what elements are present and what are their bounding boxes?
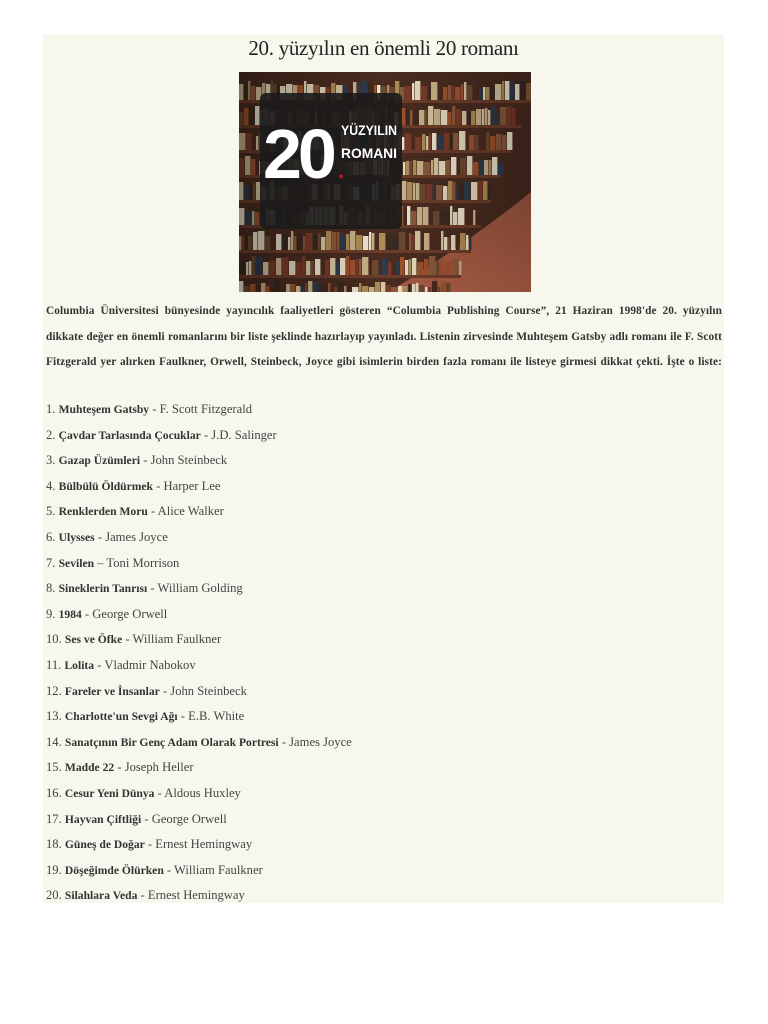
list-item xyxy=(46,499,722,525)
item-separator: - xyxy=(278,734,290,749)
book-author: George Orwell xyxy=(92,606,168,621)
item-separator: - xyxy=(159,683,171,698)
item-separator: - xyxy=(122,632,133,647)
item-separator: - xyxy=(147,504,158,519)
book-title: 1984 xyxy=(58,607,82,621)
book-title: Lolita xyxy=(64,658,95,672)
book-title: Fareler ve İnsanlar xyxy=(64,684,160,698)
item-separator: - xyxy=(149,402,160,416)
item-separator: - xyxy=(154,785,165,800)
book-title: Ulysses xyxy=(58,530,95,544)
book-author: Vladmir Nabokov xyxy=(104,657,196,672)
list-item xyxy=(46,832,722,858)
item-number: 15. xyxy=(46,760,62,775)
item-number: 14. xyxy=(46,734,62,749)
item-number: 5. xyxy=(46,504,56,519)
book-author: Joseph Heller xyxy=(124,760,194,775)
item-number: 6. xyxy=(46,529,56,544)
book-author: William Faulkner xyxy=(174,862,263,877)
book-title: Sevilen xyxy=(58,556,95,570)
book-title: Sanatçının Bir Genç Adam Olarak Portresi xyxy=(64,735,279,749)
item-number: 8. xyxy=(46,581,56,596)
item-separator: - xyxy=(177,709,189,724)
list-item xyxy=(46,474,722,500)
list-item xyxy=(46,730,722,756)
book-title: Hayvan Çiftliği xyxy=(64,812,142,826)
item-number: 9. xyxy=(46,606,56,621)
list-item xyxy=(46,423,722,449)
book-author: Toni Morrison xyxy=(106,555,180,570)
item-number: 1. xyxy=(46,402,56,416)
list-item xyxy=(46,781,722,807)
item-number: 18. xyxy=(46,837,62,852)
list-item xyxy=(46,397,722,423)
item-separator: - xyxy=(140,453,151,468)
item-number: 13. xyxy=(46,709,62,724)
item-separator: - xyxy=(137,888,148,903)
book-title: Bülbülü Öldürmek xyxy=(58,479,154,493)
book-author: James Joyce xyxy=(289,734,352,749)
book-author: William Faulkner xyxy=(132,632,222,647)
list-item xyxy=(46,807,722,833)
book-title: Silahlara Veda xyxy=(64,889,138,903)
book-author: George Orwell xyxy=(151,811,227,826)
book-title: Ses ve Öfke xyxy=(64,633,123,647)
badge-dot: . xyxy=(338,158,345,183)
book-author: F. Scott Fitzgerald xyxy=(159,402,252,416)
item-separator: - xyxy=(114,760,125,775)
book-author: Aldous Huxley xyxy=(164,785,241,800)
item-number: 7. xyxy=(46,555,56,570)
list-item xyxy=(46,551,722,577)
list-item xyxy=(46,679,722,705)
intro-paragraph: Columbia Üniversitesi bünyesinde yayıncılık faaliyetleri gösteren “Columbia Publishing Course”, 21 Haziran 1998'de 20. yüzyılın dikkate değer en önemli romanlarını bir liste şeklinde hazırlayıp yayınladı. Listenin zirvesinde Muhteşem Gatsby adlı romanı ile F. Scott Fitzgerald yer alırken Faulkner, Orwell, Steinbeck, Joyce gibi isimlerin birden fazla romanı ile listeye girmesi dikkat çekti. İşte o liste: xyxy=(46,305,722,368)
badge-line1: YÜZYILIN xyxy=(341,122,397,138)
item-separator: - xyxy=(94,657,105,672)
bookshelf-illustration xyxy=(239,72,531,292)
book-title: Çavdar Tarlasında Çocuklar xyxy=(58,428,201,442)
item-separator: - xyxy=(163,862,175,877)
item-separator: - xyxy=(141,811,152,826)
book-author: Harper Lee xyxy=(163,478,221,493)
item-number: 3. xyxy=(46,453,56,468)
list-item xyxy=(46,448,722,474)
book-author: William Golding xyxy=(157,581,243,596)
item-separator: - xyxy=(147,581,158,596)
item-separator: - xyxy=(94,529,106,544)
item-separator: - xyxy=(144,837,156,852)
item-separator: - xyxy=(153,478,164,493)
book-title: Sineklerin Tanrısı xyxy=(58,582,148,596)
book-author: E.B. White xyxy=(188,709,245,724)
item-number: 19. xyxy=(46,862,62,877)
item-number: 4. xyxy=(46,478,56,493)
list-item xyxy=(46,602,722,628)
item-number: 11. xyxy=(46,657,62,672)
book-author: Ernest Hemingway xyxy=(155,837,253,852)
book-author: Alice Walker xyxy=(157,504,224,519)
item-number: 10. xyxy=(46,632,62,647)
book-author: Ernest Hemingway xyxy=(147,888,245,903)
badge-line2: ROMANI xyxy=(341,145,397,161)
list-item xyxy=(46,525,722,551)
novel-list xyxy=(46,397,722,909)
book-title: Cesur Yeni Dünya xyxy=(64,786,155,800)
book-title: Muhteşem Gatsby xyxy=(58,403,150,416)
badge-number: 20 xyxy=(263,115,333,193)
book-title: Charlotte'un Sevgi Ağı xyxy=(64,710,178,724)
item-number: 20. xyxy=(46,888,62,903)
item-number: 12. xyxy=(46,683,62,698)
item-number: 17. xyxy=(46,811,62,826)
item-number: 16. xyxy=(46,785,62,800)
list-item xyxy=(46,858,722,884)
book-author: John Steinbeck xyxy=(170,683,247,698)
list-item xyxy=(46,755,722,781)
book-title: Güneş de Doğar xyxy=(64,838,145,852)
article-title: 20. yüzyılın en önemli 20 romanı xyxy=(248,36,519,60)
list-item xyxy=(46,576,722,602)
book-title: Madde 22 xyxy=(64,761,115,775)
list-item xyxy=(46,627,722,653)
list-item xyxy=(46,704,722,730)
book-author: James Joyce xyxy=(105,529,168,544)
list-item xyxy=(46,883,722,909)
item-separator: – xyxy=(94,555,107,570)
hero-image xyxy=(239,72,531,292)
book-title: Gazap Üzümleri xyxy=(58,454,141,468)
list-item xyxy=(46,653,722,679)
article-panel xyxy=(43,34,724,903)
book-author: J.D. Salinger xyxy=(211,427,277,442)
item-separator: - xyxy=(200,427,212,442)
book-title: Döşeğimde Ölürken xyxy=(64,863,164,877)
book-author: John Steinbeck xyxy=(150,453,228,468)
book-title: Renklerden Moru xyxy=(58,505,148,519)
item-number: 2. xyxy=(46,427,56,442)
item-separator: - xyxy=(81,606,93,621)
